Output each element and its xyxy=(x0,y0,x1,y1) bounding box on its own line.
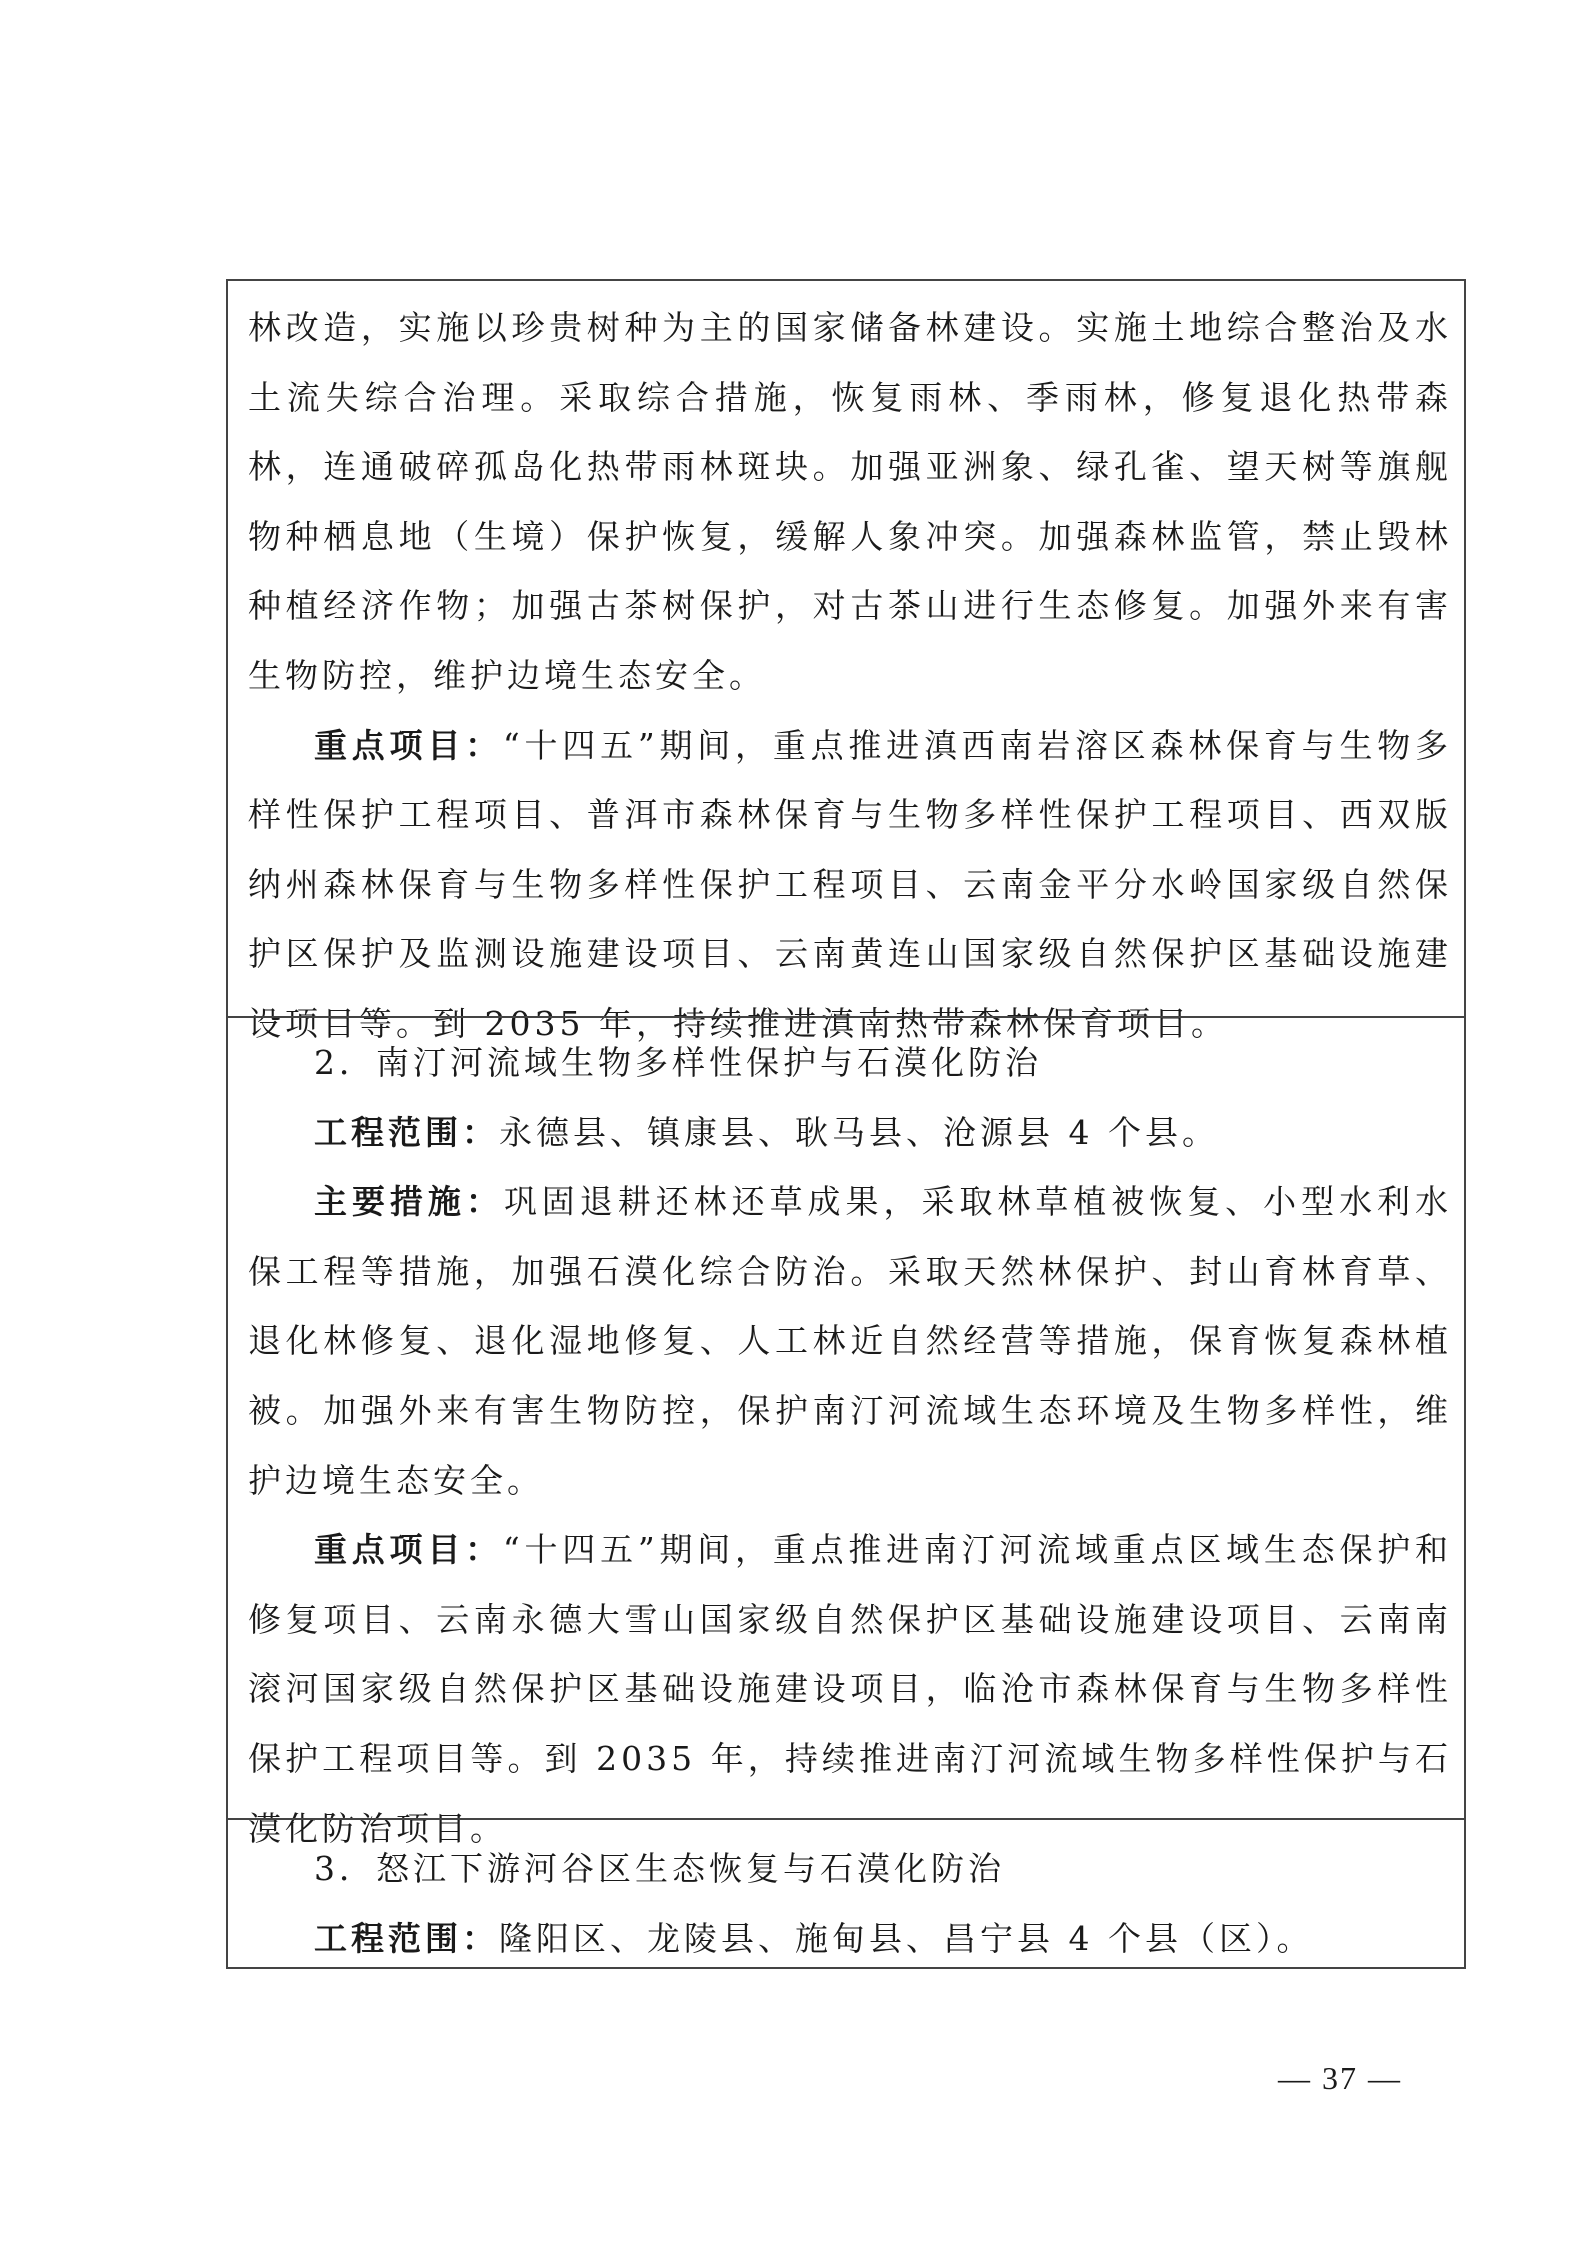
paragraph xyxy=(228,1515,1464,1863)
paragraph-text: 2．南汀河流域生物多样性保护与石漠化防治 xyxy=(314,1043,1042,1082)
paragraph-text: “十四五”期间，重点推进滇西南岩溶区森林保育与生物多样性保护工程项目、普洱市森林保育与生物多样性保护工程项目、西双版纳州森林保育与生物多样性保护工程项目、云南金平分水岭国家级自然保护区保护及监测设施建设项目、云南黄连山国家级自然保护区基础设施建设项目等。到 2035 年，持续推进滇南热带森林保育项目。 xyxy=(248,725,1452,1043)
paragraph-text: 巩固退耕还林还草成果，采取林草植被恢复、小型水利水保工程等措施，加强石漠化综合防治。采取天然林保护、封山育林育草、退化林修复、退化湿地修复、人工林近自然经营等措施，保育恢复森林植被。加强外来有害生物防控，保护南汀河流域生态环境及生物多样性，维护边境生态安全。 xyxy=(248,1182,1453,1500)
paragraph xyxy=(228,1167,1464,1515)
paragraph xyxy=(228,293,1464,711)
paragraph-label: 工程范围： xyxy=(314,1918,499,1958)
paragraph-label: 重点项目： xyxy=(314,725,503,765)
paragraph-label: 重点项目： xyxy=(314,1530,503,1570)
table-cell-3 xyxy=(228,1818,1464,1971)
paragraph xyxy=(228,1098,1464,1168)
page-number: — 37 — xyxy=(1278,2060,1402,2096)
table-cell-2 xyxy=(228,1016,1464,1848)
paragraph-text: “十四五”期间，重点推进南汀河流域重点区域生态保护和修复项目、云南永德大雪山国家级自然保护区基础设施建设项目、云南南滚河国家级自然保护区基础设施建设项目，临沧市森林保育与生物多样性保护工程项目等。到 2035 年，持续推进南汀河流域生物多样性保护与石漠化防治项目。 xyxy=(248,1530,1452,1848)
table-cell-1 xyxy=(228,281,1464,1043)
paragraph-label: 工程范围： xyxy=(314,1112,499,1152)
section-heading xyxy=(228,1028,1464,1098)
paragraph-text: 林改造，实施以珍贵树种为主的国家储备林建设。实施土地综合整治及水土流失综合治理。采取综合措施，恢复雨林、季雨林，修复退化热带森林，连通破碎孤岛化热带雨林斑块。加强亚洲象、绿孔雀、望天树等旗舰物种栖息地（生境）保护恢复，缓解人象冲突。加强森林监管，禁止毁林种植经济作物；加强古茶树保护，对古茶山进行生态修复。加强外来有害生物防控，维护边境生态安全。 xyxy=(248,308,1452,695)
section-heading xyxy=(228,1834,1464,1904)
paragraph-text: 隆阳区、龙陵县、施甸县、昌宁县 4 个县（区）。 xyxy=(499,1918,1314,1958)
paragraph-label: 主要措施： xyxy=(314,1182,504,1222)
paragraph-text: 永德县、镇康县、耿马县、沧源县 4 个县。 xyxy=(499,1112,1219,1152)
paragraph-text: 3．怒江下游河谷区生态恢复与石漠化防治 xyxy=(314,1849,1005,1888)
project-table xyxy=(226,279,1466,1969)
paragraph xyxy=(228,711,1464,1059)
paragraph xyxy=(228,1904,1464,1974)
